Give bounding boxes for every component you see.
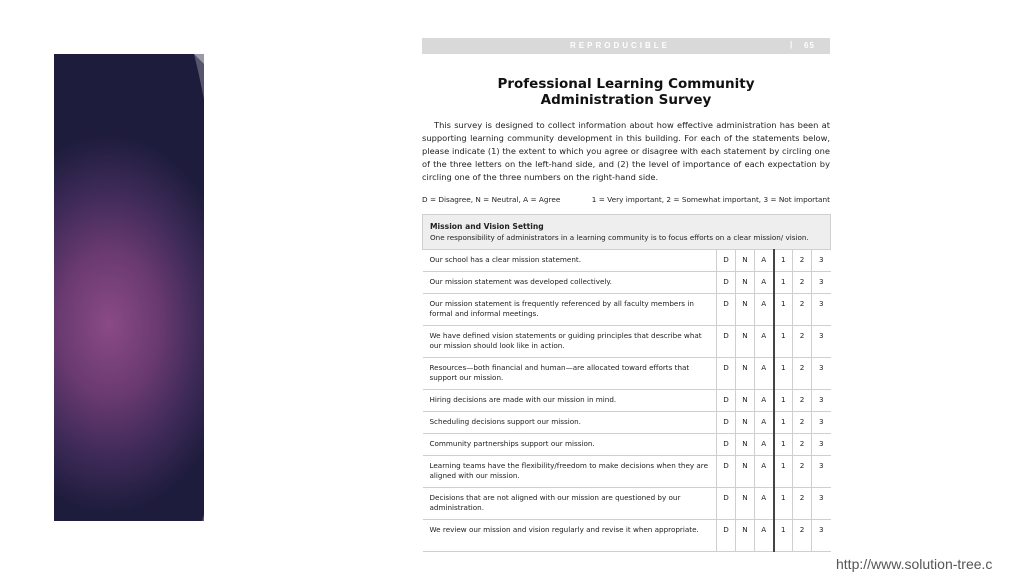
choice-2[interactable]: 2 [793,326,812,358]
document-page [422,38,830,552]
table-row [423,326,831,358]
choice-n[interactable]: N [736,250,755,272]
statement-text: Our mission statement is frequently referenced by all faculty members in formal and informal meetings. [423,294,717,326]
choice-a[interactable]: A [755,250,774,272]
choice-3[interactable]: 3 [812,434,831,456]
choice-1[interactable]: 1 [774,250,793,272]
choice-1[interactable]: 1 [774,488,793,520]
table-row [423,520,831,552]
table-row [423,434,831,456]
choice-3[interactable]: 3 [812,390,831,412]
choice-d[interactable]: D [717,272,736,294]
choice-n[interactable]: N [736,456,755,488]
legend [422,195,830,204]
choice-1[interactable]: 1 [774,412,793,434]
choice-1[interactable]: 1 [774,520,793,552]
choice-a[interactable]: A [755,520,774,552]
choice-d[interactable]: D [717,294,736,326]
table-row [423,488,831,520]
choice-d[interactable]: D [717,488,736,520]
choice-2[interactable]: 2 [793,250,812,272]
choice-1[interactable]: 1 [774,390,793,412]
choice-2[interactable]: 2 [793,358,812,390]
book-cover-image [54,54,204,521]
importance-legend: 1 = Very important, 2 = Somewhat important, 3 = Not important [591,195,830,204]
reproducible-banner [422,38,830,54]
choice-2[interactable]: 2 [793,390,812,412]
choice-d[interactable]: D [717,250,736,272]
statement-text: Scheduling decisions support our mission. [423,412,717,434]
agreement-legend: D = Disagree, N = Neutral, A = Agree [422,195,561,204]
choice-d[interactable]: D [717,456,736,488]
choice-1[interactable]: 1 [774,294,793,326]
choice-2[interactable]: 2 [793,272,812,294]
choice-3[interactable]: 3 [812,272,831,294]
choice-a[interactable]: A [755,358,774,390]
intro-paragraph: This survey is designed to collect information about how effective administration has been at supporting learning community development in this building. For each of the statements below, please indicate (1) the extent to which you agree or disagree with each statement by circling one of the three letters on the left-hand side, and (2) the level of importance of each expectation by circling one of the three numbers on the right-hand side. [422,120,830,182]
choice-n[interactable]: N [736,326,755,358]
choice-a[interactable]: A [755,294,774,326]
choice-a[interactable]: A [755,272,774,294]
choice-1[interactable]: 1 [774,434,793,456]
statement-text: Our mission statement was developed collectively. [423,272,717,294]
choice-2[interactable]: 2 [793,488,812,520]
choice-n[interactable]: N [736,358,755,390]
table-row [423,412,831,434]
table-row [423,358,831,390]
choice-n[interactable]: N [736,488,755,520]
choice-1[interactable]: 1 [774,456,793,488]
page-number: 65 [804,41,815,50]
table-row [423,456,831,488]
choice-3[interactable]: 3 [812,326,831,358]
statement-text: Resources—both financial and human—are allocated toward efforts that support our mission. [423,358,717,390]
choice-n[interactable]: N [736,434,755,456]
choice-3[interactable]: 3 [812,488,831,520]
choice-2[interactable]: 2 [793,294,812,326]
choice-2[interactable]: 2 [793,434,812,456]
table-row [423,250,831,272]
table-row [423,294,831,326]
section-header [423,215,831,250]
footer-url-link[interactable]: http://www.solution-tree.c [836,556,993,572]
statement-text: Community partnerships support our mission. [423,434,717,456]
survey-table [422,214,831,552]
choice-d[interactable]: D [717,434,736,456]
choice-2[interactable]: 2 [793,520,812,552]
section-title: Mission and Vision Setting [430,222,544,231]
banner-label: REPRODUCIBLE [570,41,671,50]
choice-3[interactable]: 3 [812,456,831,488]
choice-a[interactable]: A [755,326,774,358]
banner-separator: | [790,40,793,49]
choice-d[interactable]: D [717,390,736,412]
choice-1[interactable]: 1 [774,326,793,358]
choice-1[interactable]: 1 [774,272,793,294]
choice-n[interactable]: N [736,520,755,552]
choice-a[interactable]: A [755,434,774,456]
cover-curve-decoration [54,54,204,521]
choice-n[interactable]: N [736,390,755,412]
section-header-row [423,215,831,250]
choice-2[interactable]: 2 [793,412,812,434]
choice-a[interactable]: A [755,412,774,434]
statement-text: Decisions that are not aligned with our mission are questioned by our administration. [423,488,717,520]
statement-text: Learning teams have the flexibility/freedom to make decisions when they are aligned with our mission. [423,456,717,488]
statement-text: Our school has a clear mission statement. [423,250,717,272]
section-description: One responsibility of administrators in a learning community is to focus efforts on a clear mission/ vision. [430,233,809,242]
statement-text: We review our mission and vision regularly and revise it when appropriate. [423,520,717,552]
title-line-1: Professional Learning Community [497,76,755,92]
choice-3[interactable]: 3 [812,358,831,390]
table-row [423,390,831,412]
table-row [423,272,831,294]
choice-a[interactable]: A [755,488,774,520]
statement-text: We have defined vision statements or guiding principles that describe what our mission should look like in action. [423,326,717,358]
choice-d[interactable]: D [717,326,736,358]
choice-2[interactable]: 2 [793,456,812,488]
choice-n[interactable]: N [736,272,755,294]
page-title [422,76,830,108]
choice-d[interactable]: D [717,520,736,552]
choice-n[interactable]: N [736,412,755,434]
choice-3[interactable]: 3 [812,412,831,434]
statement-text: Hiring decisions are made with our mission in mind. [423,390,717,412]
choice-a[interactable]: A [755,456,774,488]
choice-3[interactable]: 3 [812,520,831,552]
choice-3[interactable]: 3 [812,250,831,272]
choice-a[interactable]: A [755,390,774,412]
choice-d[interactable]: D [717,412,736,434]
choice-n[interactable]: N [736,294,755,326]
title-line-2: Administration Survey [540,92,712,108]
choice-3[interactable]: 3 [812,294,831,326]
choice-d[interactable]: D [717,358,736,390]
choice-1[interactable]: 1 [774,358,793,390]
